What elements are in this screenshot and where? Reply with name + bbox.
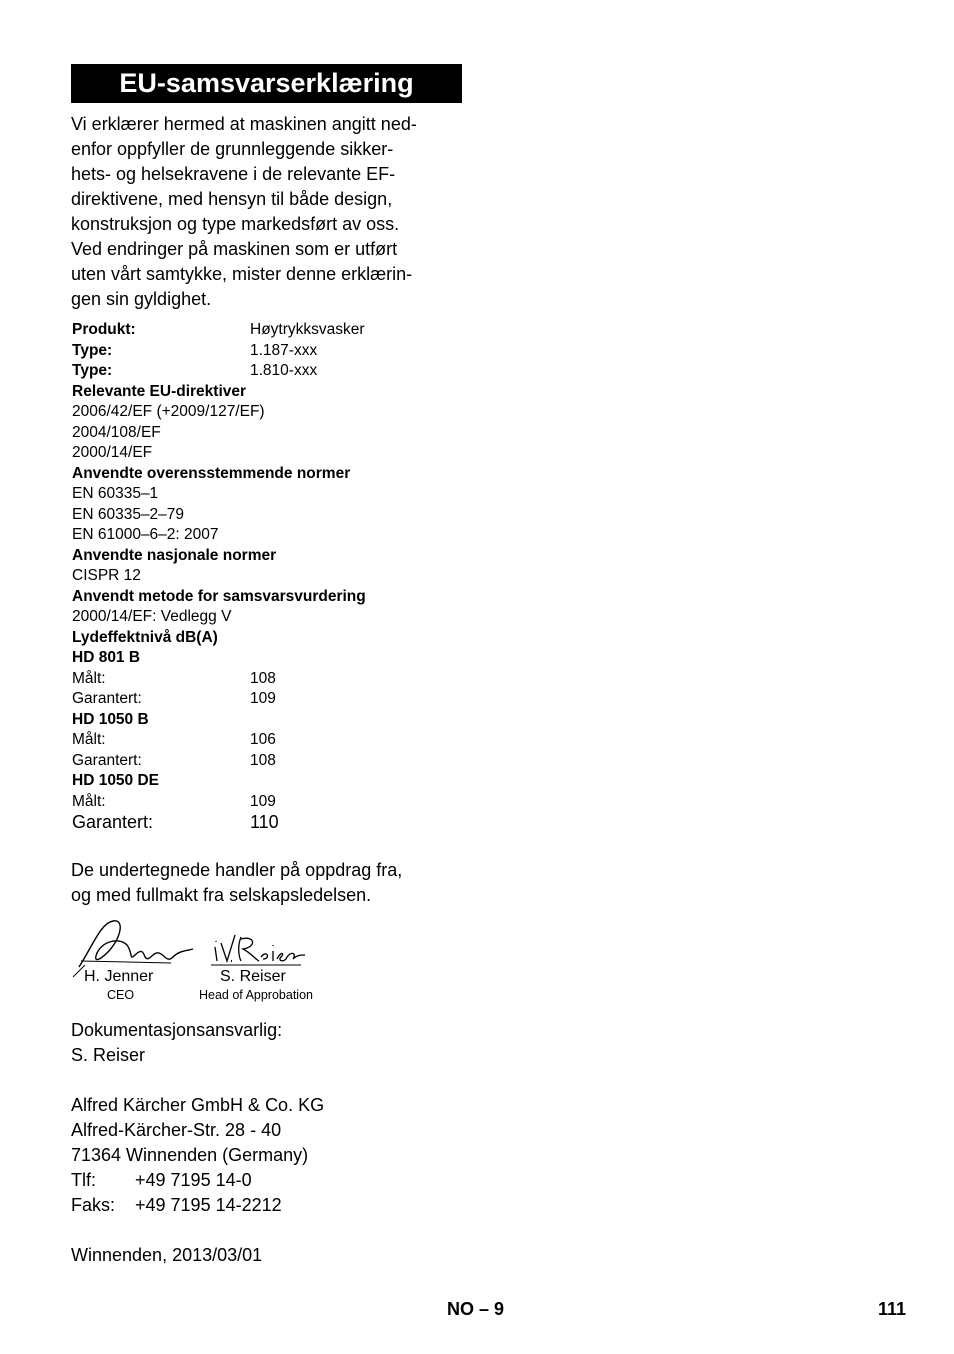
spec-row xyxy=(72,505,492,526)
mandate-paragraph xyxy=(71,858,402,908)
spec-label: Anvendt metode for samsvarsvurdering xyxy=(72,587,366,605)
spec-value: 108 xyxy=(250,751,276,769)
spec-label: CISPR 12 xyxy=(72,567,141,584)
spec-value: 106 xyxy=(250,731,276,748)
spec-value: 109 xyxy=(250,690,276,707)
spec-row xyxy=(72,546,492,567)
spec-row xyxy=(72,792,492,813)
spec-label: Relevante EU-direktiver xyxy=(72,382,247,400)
spec-row xyxy=(72,771,492,792)
spec-label: EN 60335–2–79 xyxy=(72,505,185,523)
signatory-role: CEO xyxy=(107,988,135,1002)
spec-row xyxy=(72,607,492,628)
spec-row xyxy=(72,566,492,587)
spec-row xyxy=(72,810,492,834)
spec-label: Anvendte nasjonale normer xyxy=(72,546,277,564)
page-title: EU-samsvarserklæring xyxy=(71,64,462,103)
spec-row xyxy=(72,484,492,505)
intro-line: direktivene, med hensyn til både design, xyxy=(71,189,393,209)
mandate-line: og med fullmakt fra selskapsledelsen. xyxy=(71,885,372,905)
spec-row xyxy=(72,464,492,485)
spec-row xyxy=(72,669,492,690)
intro-line: hets- og helsekravene i de relevante EF- xyxy=(71,164,396,184)
signatory-name: S. Reiser xyxy=(220,968,286,985)
signatory-name: H. Jenner xyxy=(84,968,154,985)
spec-value: 108 xyxy=(250,669,276,687)
spec-label: Produkt: xyxy=(72,321,136,338)
spec-row xyxy=(72,628,492,649)
spec-label: 2006/42/EF (+2009/127/EF) xyxy=(72,403,265,420)
spec-row xyxy=(72,443,492,464)
contact-label: Tlf: xyxy=(71,1170,96,1190)
spec-list xyxy=(72,320,492,834)
contact-label: Faks: xyxy=(71,1195,116,1215)
spec-row xyxy=(72,587,492,608)
spec-label: EN 61000–6–2: 2007 xyxy=(72,526,219,543)
spec-label: Målt: xyxy=(72,669,106,687)
contact-phone xyxy=(71,1168,324,1193)
spec-label: Type: xyxy=(72,341,113,359)
contact-fax xyxy=(71,1193,324,1218)
page-number: 111 xyxy=(878,1299,907,1319)
spec-row xyxy=(72,710,492,731)
spec-label: EN 60335–1 xyxy=(72,485,159,502)
spec-label: Type: xyxy=(72,362,113,379)
address-line: Alfred Kärcher GmbH & Co. KG xyxy=(71,1095,325,1115)
intro-line: enfor oppfyller de grunnleggende sikker- xyxy=(71,139,394,159)
spec-value: 109 xyxy=(250,792,276,810)
intro-line: konstruksjon og type markedsført av oss. xyxy=(71,214,400,234)
intro-line: uten vårt samtykke, mister denne erklærin- xyxy=(71,264,413,284)
spec-label: Garantert: xyxy=(72,812,154,832)
intro-line: Vi erklærer hermed at maskinen angitt ned- xyxy=(71,114,417,134)
intro-paragraph xyxy=(71,112,471,312)
spec-label: HD 801 B xyxy=(72,649,141,666)
contact-value: +49 7195 14-0 xyxy=(135,1170,252,1190)
mandate-line: De undertegnede handler på oppdrag fra, xyxy=(71,860,403,880)
spec-label: HD 1050 B xyxy=(72,710,149,728)
spec-label: Anvendte overensstemmende normer xyxy=(72,464,351,482)
spec-row xyxy=(72,382,492,403)
doc-responsible xyxy=(71,1018,282,1068)
spec-label: Garantert: xyxy=(72,690,142,707)
company-address xyxy=(71,1093,324,1218)
signature-block xyxy=(71,915,351,1007)
contact-value: +49 7195 14-2212 xyxy=(135,1195,282,1215)
spec-row xyxy=(72,648,492,669)
footer-section-label: NO – 9 xyxy=(447,1299,505,1319)
doc-responsible-label: Dokumentasjonsansvarlig: xyxy=(71,1020,283,1040)
spec-value: 110 xyxy=(250,812,279,832)
spec-row xyxy=(72,751,492,772)
doc-responsible-name: S. Reiser xyxy=(71,1045,146,1065)
spec-row xyxy=(72,361,492,382)
intro-line: gen sin gyldighet. xyxy=(71,289,212,309)
spec-value: 1.810-xxx xyxy=(250,362,318,379)
spec-value: 1.187-xxx xyxy=(250,341,318,359)
address-line: 71364 Winnenden (Germany) xyxy=(71,1145,309,1165)
spec-label: Målt: xyxy=(72,731,106,748)
spec-label: 2004/108/EF xyxy=(72,423,161,441)
intro-line: Ved endringer på maskinen som er utført xyxy=(71,239,398,259)
spec-row xyxy=(72,689,492,710)
signatory-role: Head of Approbation xyxy=(199,988,313,1002)
place-date-block xyxy=(71,1243,262,1268)
spec-label: 2000/14/EF: Vedlegg V xyxy=(72,608,232,625)
address-line: Alfred-Kärcher-Str. 28 - 40 xyxy=(71,1120,282,1140)
spec-row xyxy=(72,402,492,423)
spec-label: HD 1050 DE xyxy=(72,772,160,789)
spec-label: Målt: xyxy=(72,792,106,810)
spec-row xyxy=(72,341,492,362)
spec-row xyxy=(72,423,492,444)
spec-row xyxy=(72,525,492,546)
spec-label: Garantert: xyxy=(72,751,142,769)
spec-value: Høytrykksvasker xyxy=(250,321,365,338)
spec-row xyxy=(72,320,492,341)
spec-label: 2000/14/EF xyxy=(72,444,153,461)
place-date: Winnenden, 2013/03/01 xyxy=(71,1245,263,1265)
spec-row xyxy=(72,730,492,751)
spec-label: Lydeffektnivå dB(A) xyxy=(72,628,218,646)
